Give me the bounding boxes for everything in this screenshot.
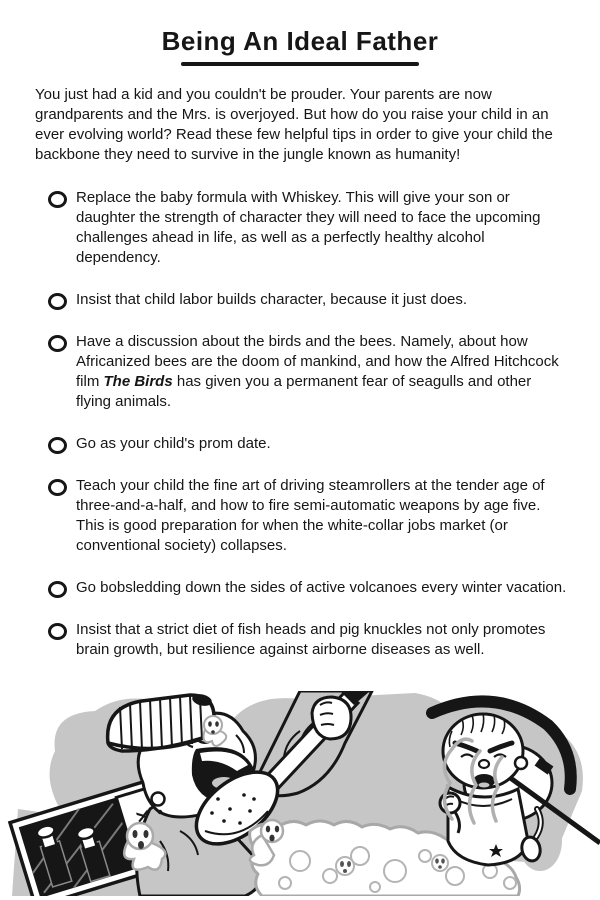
baby-ear xyxy=(515,757,527,769)
bullet-circle-icon xyxy=(48,293,67,310)
bullet-circle-icon xyxy=(48,437,67,454)
intro-paragraph: You just had a kid and you couldn't be prouder. Your parents are now grandparents and the Mrs. is overjoyed. But how do you raise your child in an ever evolving world? Read these few helpful tips in order to give your child the backbone they need to survive in the jungle known as humanity! xyxy=(35,86,553,163)
froth-skull-icon xyxy=(432,855,448,871)
tip-text: Go bobsledding down the sides of active volcanoes every winter vacation. xyxy=(76,579,567,596)
tip-item xyxy=(48,188,570,268)
tip-text: Teach your child the fine art of driving steamrollers at the tender age of three-and-a-half, and how to fire semi-automatic weapons by age five. This is good preparation for when the white-collar jobs market (or conventional society) collapses. xyxy=(76,477,545,554)
tip-item xyxy=(48,620,570,660)
tip-text: Insist that child labor builds character, because it just does. xyxy=(76,291,468,308)
page-title: Being An Ideal Father xyxy=(161,26,439,56)
bullet-circle-icon xyxy=(48,581,67,598)
movie-title: The Birds xyxy=(103,373,173,390)
bullet-circle-icon xyxy=(48,191,67,208)
bullet-circle-icon xyxy=(48,623,67,640)
bullet-circle-icon xyxy=(48,335,67,352)
tip-text: Go as your child's prom date. xyxy=(76,435,271,452)
title-underline xyxy=(181,62,419,66)
father-ear xyxy=(152,793,165,806)
tip-item xyxy=(48,578,570,598)
tip-text-segment: has given you a permanent fear of seagulls and other flying animals. xyxy=(76,373,532,410)
baby-figure xyxy=(440,713,528,865)
tip-text xyxy=(76,333,559,410)
froth-skull-icon xyxy=(336,857,354,875)
tip-item xyxy=(48,290,570,310)
tips-list xyxy=(0,188,570,660)
tip-text: Insist that a strict diet of fish heads and pig knuckles not only promotes brain growth, but resilience against airborne diseases as well. xyxy=(76,621,546,658)
page-header xyxy=(0,26,600,66)
father-feeding-baby-illustration xyxy=(0,691,600,896)
tip-item xyxy=(48,332,570,412)
tip-item xyxy=(48,476,570,556)
tip-item xyxy=(48,434,570,454)
bullet-circle-icon xyxy=(48,479,67,496)
tip-text-segment: Have a discussion about the birds and the bees. Namely, about how Africanized bees are the doom of mankind, and how the Alfred Hitchcock film xyxy=(76,333,559,390)
tip-text: Replace the baby formula with Whiskey. This will give your son or daughter the strength of character they will need to face the upcoming challenges ahead in life, as well as a perfectly healthy alcohol dependency. xyxy=(76,189,541,266)
